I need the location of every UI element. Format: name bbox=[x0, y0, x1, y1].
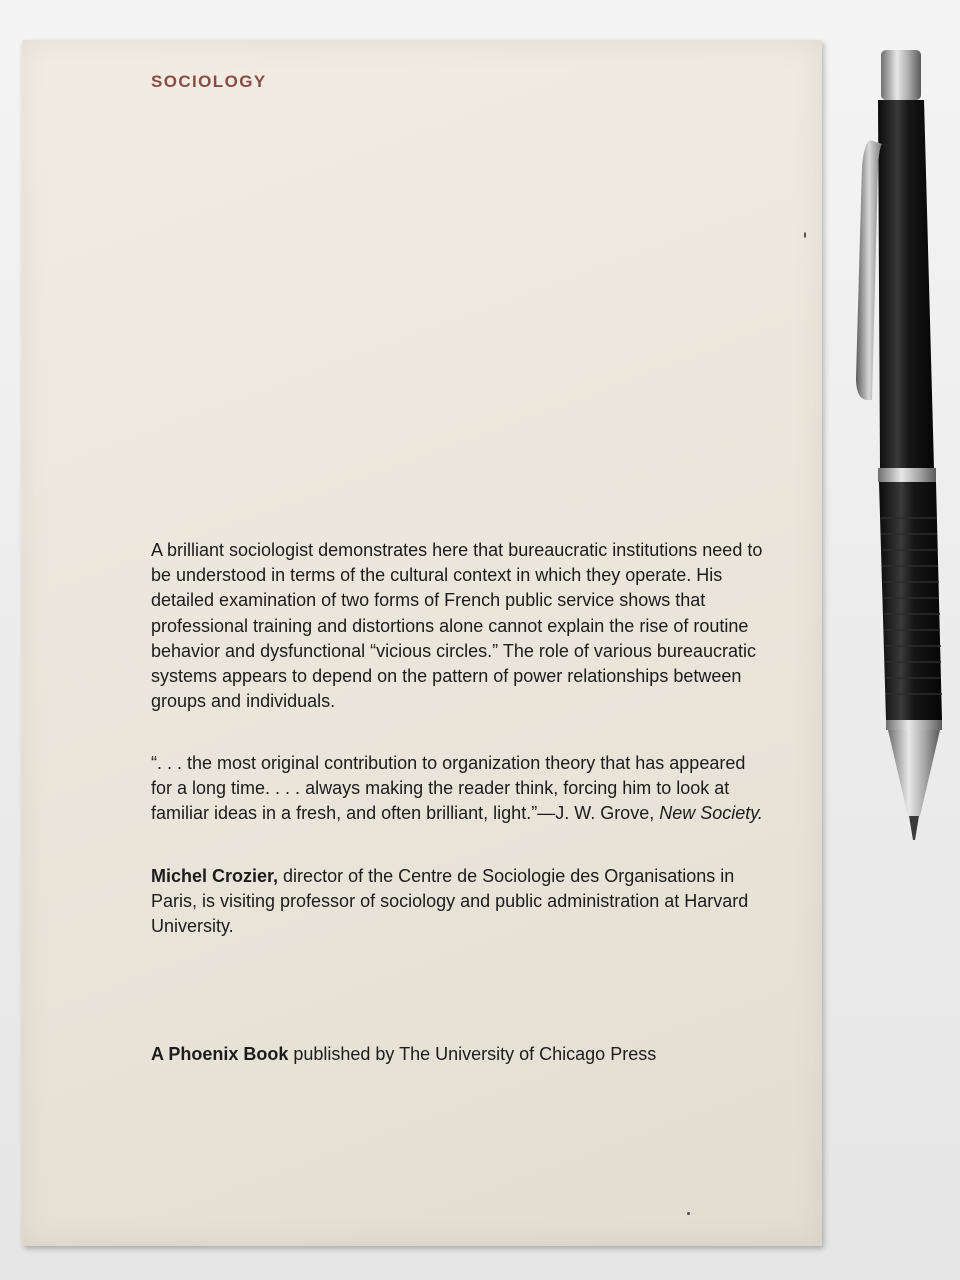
author-bio bbox=[151, 864, 763, 940]
author-name: Michel Crozier, bbox=[151, 866, 279, 886]
publisher-name: published by The University of Chicago Press bbox=[288, 1044, 657, 1064]
book-back-cover bbox=[22, 40, 822, 1246]
cover-speck bbox=[687, 1212, 690, 1215]
cover-speck bbox=[804, 232, 806, 238]
review-quote bbox=[151, 751, 763, 827]
series-name: A Phoenix Book bbox=[151, 1044, 289, 1064]
book-blurb: A brilliant sociologist demonstrates here that bureaucratic institutions need to be understood in terms of the cultural context in which they operate. His detailed examination of two forms of French public service shows that professional training and distortions alone cannot explain the rise of routine behavior and dysfunctional “vicious circles.” The role of various bureaucratic systems appears to depend on the pattern of power relationships between groups and individuals. bbox=[151, 540, 763, 712]
author-description: director of the Centre de Sociologie des Organisations in Paris, is visiting professor of sociology and public administration at Harvard University. bbox=[151, 866, 749, 937]
mechanical-pencil-icon bbox=[848, 48, 948, 848]
quote-text: “. . . the most original contribution to organization theory that has appeared for a long time. . . . always making the reader think, forcing him to look at familiar ideas in a fresh, and often brilliant, light.”—J. W. Grove, bbox=[151, 753, 746, 824]
publisher-imprint bbox=[151, 1042, 791, 1067]
category-label: SOCIOLOGY bbox=[151, 72, 267, 91]
quote-source: New Society. bbox=[659, 803, 763, 824]
